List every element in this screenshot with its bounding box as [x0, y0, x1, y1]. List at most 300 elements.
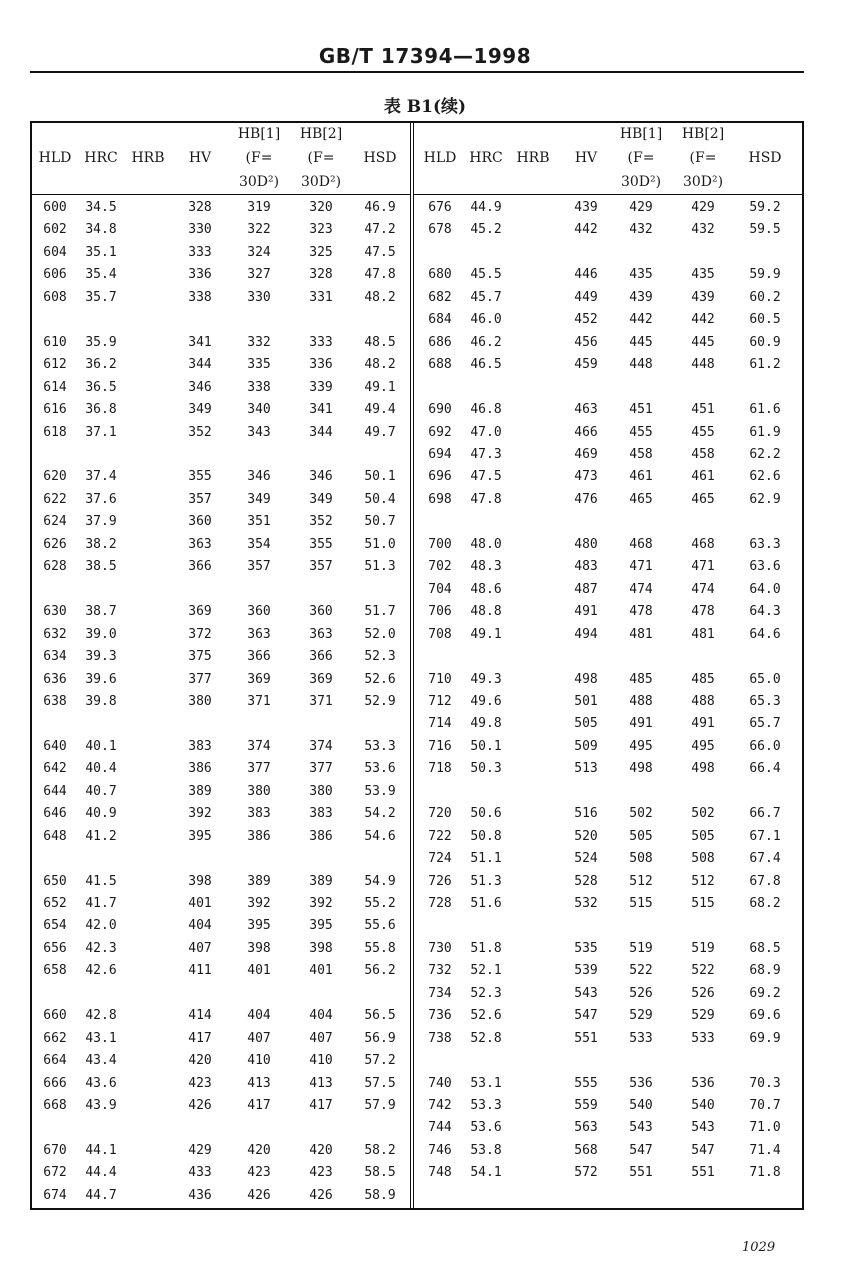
cell-hv-right: 469 — [574, 446, 598, 462]
cell-hv-left: 333 — [188, 244, 212, 260]
cell-hv-left: 404 — [188, 918, 212, 934]
cell-hrc-left: 41.7 — [85, 895, 117, 911]
cell-hsd-right: 60.5 — [749, 312, 781, 328]
cell-hb2-left: 426 — [309, 1187, 333, 1203]
cell-hsd-right: 64.3 — [749, 604, 781, 620]
cell-hb2-right: 458 — [691, 446, 715, 462]
cell-hv-left: 330 — [188, 222, 212, 238]
cell-hld-right: 728 — [428, 895, 452, 911]
cell-hb2-right: 529 — [691, 1008, 715, 1024]
col-header-hb1-right: HB[1] — [619, 126, 663, 142]
cell-hld-left: 664 — [43, 1053, 67, 1069]
cell-hsd-left: 57.5 — [364, 1075, 396, 1091]
cell-hld-right: 692 — [428, 424, 452, 440]
cell-hv-right: 563 — [574, 1120, 598, 1136]
cell-hv-left: 328 — [188, 200, 212, 215]
cell-hv-left: 346 — [188, 379, 212, 395]
cell-hld-left: 618 — [43, 424, 67, 440]
cell-hrc-left: 44.4 — [85, 1165, 117, 1181]
cell-hb1-left: 354 — [247, 536, 271, 552]
cell-hrc-left: 37.4 — [85, 469, 117, 485]
cell-hrc-right: 45.5 — [470, 267, 502, 283]
col-header-hsd-left: HSD — [363, 150, 397, 166]
cell-hrc-left: 44.7 — [85, 1187, 117, 1203]
cell-hsd-right: 64.0 — [749, 581, 781, 597]
cell-hld-right: 694 — [428, 446, 452, 462]
cell-hb2-left: 363 — [309, 626, 333, 642]
cell-hb2-right: 474 — [691, 581, 715, 597]
cell-hsd-left: 48.2 — [364, 357, 396, 373]
cell-hsd-left: 46.9 — [364, 200, 396, 215]
cell-hrc-right: 49.6 — [470, 693, 502, 709]
cell-hld-right: 716 — [428, 738, 452, 754]
cell-hv-left: 417 — [188, 1030, 212, 1046]
cell-hld-left: 624 — [43, 514, 67, 530]
cell-hrc-left: 43.1 — [85, 1030, 117, 1046]
cell-hb2-left: 423 — [309, 1165, 333, 1181]
cell-hb1-right: 495 — [629, 738, 653, 754]
cell-hrc-right: 49.1 — [470, 626, 502, 642]
col-header-hrc-right: HRC — [469, 150, 503, 166]
cell-hld-right: 684 — [428, 312, 452, 328]
cell-hb2-left: 389 — [309, 873, 333, 889]
cell-hb2-left: 349 — [309, 491, 333, 507]
cell-hrc-right: 51.3 — [470, 873, 502, 889]
cell-hb2-right: 526 — [691, 985, 715, 1001]
cell-hrc-right: 46.2 — [470, 334, 502, 350]
cell-hv-right: 509 — [574, 738, 598, 754]
cell-hsd-left: 56.2 — [364, 963, 396, 979]
cell-hb1-left: 423 — [247, 1165, 271, 1181]
cell-hsd-left: 55.2 — [364, 895, 396, 911]
cell-hrc-left: 39.0 — [85, 626, 117, 642]
cell-hb2-right: 547 — [691, 1142, 715, 1158]
cell-hsd-left: 54.2 — [364, 806, 396, 822]
cell-hb2-right: 522 — [691, 963, 715, 979]
cell-hld-left: 652 — [43, 895, 67, 911]
cell-hb2-left: 366 — [309, 649, 333, 664]
cell-hld-right: 678 — [428, 222, 452, 238]
cell-hrc-left: 39.8 — [85, 693, 117, 709]
cell-hb1-left: 322 — [247, 222, 271, 238]
cell-hb1-left: 340 — [247, 402, 271, 417]
cell-hv-right: 501 — [574, 693, 598, 709]
cell-hb2-left: 360 — [309, 604, 333, 620]
cell-hb1-left: 383 — [247, 806, 271, 822]
cell-hb1-right: 505 — [629, 828, 653, 844]
cell-hsd-right: 70.3 — [749, 1075, 781, 1091]
cell-hsd-left: 56.9 — [364, 1030, 396, 1046]
cell-hb2-right: 455 — [691, 424, 715, 440]
cell-hb2-right: 448 — [691, 357, 715, 373]
cell-hv-left: 398 — [188, 873, 212, 889]
cell-hb1-right: 551 — [629, 1165, 653, 1181]
cell-hv-left: 383 — [188, 738, 212, 754]
cell-hb2-left: 392 — [309, 895, 333, 911]
cell-hld-left: 612 — [43, 357, 67, 373]
cell-hb1-right: 478 — [629, 604, 653, 620]
cell-hb1-left: 327 — [247, 267, 271, 283]
cell-hv-right: 555 — [574, 1075, 598, 1091]
header-rule-right — [413, 194, 803, 195]
cell-hb1-left: 374 — [247, 738, 271, 754]
cell-hsd-right: 65.0 — [749, 671, 781, 687]
col-header-hld-left: HLD — [38, 150, 72, 166]
cell-hv-right: 463 — [574, 402, 598, 417]
cell-hb1-right: 526 — [629, 985, 653, 1001]
cell-hv-right: 439 — [574, 200, 598, 215]
cell-hrc-right: 45.7 — [470, 289, 502, 305]
col-header-hrc-left: HRC — [84, 150, 118, 166]
cell-hrc-left: 38.7 — [85, 604, 117, 620]
cell-hrc-left: 43.9 — [85, 1098, 117, 1113]
cell-hld-left: 620 — [43, 469, 67, 485]
cell-hb1-right: 522 — [629, 963, 653, 979]
cell-hb2-left: 420 — [309, 1142, 333, 1158]
cell-hb2-right: 432 — [691, 222, 715, 238]
cell-hv-right: 480 — [574, 536, 598, 552]
cell-hb1-left: 426 — [247, 1187, 271, 1203]
cell-hv-left: 360 — [188, 514, 212, 530]
cell-hld-left: 654 — [43, 918, 67, 934]
cell-hsd-right: 62.9 — [749, 491, 781, 507]
cell-hrc-right: 53.1 — [470, 1075, 502, 1091]
cell-hb2-right: 488 — [691, 693, 715, 709]
cell-hld-left: 672 — [43, 1165, 67, 1181]
cell-hsd-right: 69.6 — [749, 1008, 781, 1024]
cell-hld-right: 710 — [428, 671, 452, 687]
cell-hb1-left: 395 — [247, 918, 271, 934]
cell-hsd-right: 59.9 — [749, 267, 781, 283]
cell-hb2-right: 540 — [691, 1098, 715, 1113]
cell-hld-right: 702 — [428, 559, 452, 575]
cell-hsd-left: 52.0 — [364, 626, 396, 642]
cell-hv-right: 452 — [574, 312, 598, 328]
cell-hb2-left: 355 — [309, 536, 333, 552]
cell-hv-right: 483 — [574, 559, 598, 575]
cell-hv-left: 401 — [188, 895, 212, 911]
cell-hb1-right: 540 — [629, 1098, 653, 1113]
cell-hrc-right: 45.2 — [470, 222, 502, 238]
cell-hsd-left: 47.8 — [364, 267, 396, 283]
col-header-hb2-left: (F= — [307, 150, 335, 166]
cell-hsd-right: 69.2 — [749, 985, 781, 1001]
cell-hb1-right: 455 — [629, 424, 653, 440]
cell-hrc-right: 54.1 — [470, 1165, 502, 1181]
cell-hrc-left: 42.6 — [85, 963, 117, 979]
cell-hld-right: 682 — [428, 289, 452, 305]
cell-hb1-left: 389 — [247, 873, 271, 889]
cell-hb1-left: 420 — [247, 1142, 271, 1158]
cell-hb2-left: 374 — [309, 738, 333, 754]
cell-hld-left: 606 — [43, 267, 67, 283]
cell-hb2-left: 346 — [309, 469, 333, 485]
cell-hsd-left: 57.2 — [364, 1053, 396, 1069]
col-header-hb1-left: HB[1] — [237, 126, 281, 142]
cell-hrc-right: 49.8 — [470, 716, 502, 732]
cell-hrc-left: 35.9 — [85, 334, 117, 350]
cell-hld-left: 646 — [43, 806, 67, 822]
col-header-hrb-right: HRB — [516, 150, 550, 166]
cell-hsd-left: 53.9 — [364, 783, 396, 799]
cell-hv-right: 487 — [574, 581, 598, 597]
cell-hb1-right: 429 — [629, 200, 653, 215]
cell-hv-left: 336 — [188, 267, 212, 283]
standard-header: GB/T 17394—1998 — [318, 44, 532, 68]
col-header-hsd-right: HSD — [748, 150, 782, 166]
cell-hv-right: 446 — [574, 267, 598, 283]
conversion-table — [30, 121, 804, 1210]
cell-hld-left: 630 — [43, 604, 67, 620]
cell-hld-right: 734 — [428, 985, 452, 1001]
cell-hrc-right: 51.6 — [470, 895, 502, 911]
cell-hv-right: 524 — [574, 851, 598, 866]
cell-hv-left: 395 — [188, 828, 212, 844]
cell-hrc-left: 42.0 — [85, 918, 117, 934]
cell-hb2-left: 410 — [309, 1053, 333, 1069]
cell-hb2-right: 429 — [691, 200, 715, 215]
cell-hrc-right: 53.6 — [470, 1120, 502, 1136]
col-header-hb2-left: HB[2] — [299, 126, 343, 142]
cell-hb1-right: 465 — [629, 491, 653, 507]
cell-hld-right: 698 — [428, 491, 452, 507]
cell-hsd-left: 50.1 — [364, 469, 396, 485]
cell-hld-left: 628 — [43, 559, 67, 575]
cell-hb2-right: 471 — [691, 559, 715, 575]
cell-hsd-right: 66.7 — [749, 806, 781, 822]
cell-hb1-left: 346 — [247, 469, 271, 485]
cell-hv-left: 392 — [188, 806, 212, 822]
cell-hld-left: 650 — [43, 873, 67, 889]
cell-hsd-left: 50.7 — [364, 514, 396, 530]
cell-hb2-right: 468 — [691, 536, 715, 552]
cell-hrc-left: 34.5 — [85, 200, 117, 215]
cell-hv-right: 539 — [574, 963, 598, 979]
cell-hv-left: 436 — [188, 1187, 212, 1203]
cell-hv-left: 433 — [188, 1165, 212, 1181]
cell-hrc-right: 48.0 — [470, 536, 502, 552]
cell-hrc-right: 47.8 — [470, 491, 502, 507]
cell-hv-right: 532 — [574, 895, 598, 911]
cell-hb1-left: 407 — [247, 1030, 271, 1046]
cell-hrc-right: 51.1 — [470, 851, 502, 866]
cell-hb2-right: 551 — [691, 1165, 715, 1181]
cell-hb1-left: 404 — [247, 1008, 271, 1024]
page-number: 1029 — [742, 1240, 776, 1255]
cell-hld-left: 648 — [43, 828, 67, 844]
cell-hb2-left: 336 — [309, 357, 333, 373]
cell-hb1-right: 435 — [629, 267, 653, 283]
cell-hrc-left: 39.3 — [85, 649, 117, 664]
cell-hrc-right: 46.0 — [470, 312, 502, 328]
cell-hsd-right: 61.9 — [749, 424, 781, 440]
cell-hrc-right: 44.9 — [470, 200, 502, 215]
cell-hrc-right: 51.8 — [470, 940, 502, 956]
cell-hsd-left: 58.9 — [364, 1187, 396, 1203]
cell-hld-right: 730 — [428, 940, 452, 956]
cell-hv-right: 516 — [574, 806, 598, 822]
cell-hb1-left: 330 — [247, 289, 271, 305]
cell-hld-right: 676 — [428, 200, 452, 215]
cell-hb2-left: 417 — [309, 1098, 333, 1113]
cell-hrc-right: 48.6 — [470, 581, 502, 597]
cell-hb2-left: 341 — [309, 402, 333, 417]
cell-hld-left: 610 — [43, 334, 67, 350]
cell-hld-left: 644 — [43, 783, 67, 799]
cell-hb1-right: 547 — [629, 1142, 653, 1158]
cell-hsd-left: 51.0 — [364, 536, 396, 552]
cell-hld-left: 668 — [43, 1098, 67, 1113]
cell-hrc-right: 50.3 — [470, 761, 502, 777]
col-header-hb1-left: (F= — [245, 150, 273, 166]
cell-hb1-right: 485 — [629, 671, 653, 687]
cell-hv-left: 411 — [188, 963, 212, 979]
cell-hb2-right: 508 — [691, 851, 715, 866]
col-header-hb1-right: 30D²) — [620, 174, 662, 190]
cell-hv-left: 380 — [188, 693, 212, 709]
cell-hrc-right: 47.0 — [470, 424, 502, 440]
cell-hb2-left: 320 — [309, 200, 333, 215]
col-header-hb2-right: (F= — [689, 150, 717, 166]
cell-hv-left: 429 — [188, 1142, 212, 1158]
cell-hb1-right: 533 — [629, 1030, 653, 1046]
cell-hrc-right: 46.8 — [470, 402, 502, 417]
cell-hld-right: 722 — [428, 828, 452, 844]
cell-hv-right: 449 — [574, 289, 598, 305]
cell-hb1-left: 343 — [247, 424, 271, 440]
cell-hv-right: 442 — [574, 222, 598, 238]
cell-hld-right: 712 — [428, 693, 452, 709]
cell-hb1-right: 508 — [629, 851, 653, 866]
cell-hsd-left: 54.6 — [364, 828, 396, 844]
cell-hb2-left: 386 — [309, 828, 333, 844]
cell-hsd-right: 63.3 — [749, 536, 781, 552]
cell-hv-left: 375 — [188, 649, 212, 664]
cell-hb1-right: 488 — [629, 693, 653, 709]
cell-hld-left: 632 — [43, 626, 67, 642]
cell-hsd-left: 48.5 — [364, 334, 396, 350]
cell-hrc-left: 44.1 — [85, 1142, 117, 1158]
cell-hrc-left: 38.2 — [85, 536, 117, 552]
cell-hb2-right: 442 — [691, 312, 715, 328]
cell-hb1-left: 319 — [247, 200, 271, 215]
cell-hsd-left: 49.1 — [364, 379, 396, 395]
cell-hld-right: 680 — [428, 267, 452, 283]
cell-hld-left: 608 — [43, 289, 67, 305]
cell-hld-right: 748 — [428, 1165, 452, 1181]
cell-hb2-right: 498 — [691, 761, 715, 777]
cell-hv-left: 414 — [188, 1008, 212, 1024]
cell-hv-right: 513 — [574, 761, 598, 777]
cell-hv-left: 369 — [188, 604, 212, 620]
cell-hsd-right: 67.1 — [749, 828, 781, 844]
cell-hrc-right: 52.1 — [470, 963, 502, 979]
cell-hb2-right: 515 — [691, 895, 715, 911]
cell-hb1-left: 351 — [247, 514, 271, 530]
cell-hsd-left: 52.3 — [364, 649, 396, 664]
cell-hv-right: 551 — [574, 1030, 598, 1046]
cell-hsd-right: 68.2 — [749, 895, 781, 911]
cell-hsd-right: 63.6 — [749, 559, 781, 575]
cell-hb2-right: 543 — [691, 1120, 715, 1136]
cell-hsd-left: 49.4 — [364, 402, 396, 417]
cell-hld-right: 726 — [428, 873, 452, 889]
cell-hb1-right: 445 — [629, 334, 653, 350]
cell-hb1-left: 386 — [247, 828, 271, 844]
cell-hv-right: 528 — [574, 873, 598, 889]
cell-hb1-left: 371 — [247, 693, 271, 709]
cell-hrc-right: 53.8 — [470, 1142, 502, 1158]
cell-hsd-right: 61.6 — [749, 402, 781, 417]
cell-hb2-right: 536 — [691, 1075, 715, 1091]
cell-hsd-left: 58.2 — [364, 1142, 396, 1158]
cell-hb2-right: 512 — [691, 873, 715, 889]
cell-hrc-right: 52.6 — [470, 1008, 502, 1024]
cell-hv-right: 572 — [574, 1165, 598, 1181]
cell-hv-left: 423 — [188, 1075, 212, 1091]
cell-hb1-right: 519 — [629, 940, 653, 956]
cell-hld-left: 602 — [43, 222, 67, 238]
cell-hb2-right: 519 — [691, 940, 715, 956]
cell-hrc-right: 47.3 — [470, 446, 502, 462]
cell-hsd-right: 69.9 — [749, 1030, 781, 1046]
cell-hld-left: 674 — [43, 1187, 67, 1203]
cell-hld-left: 600 — [43, 200, 67, 215]
cell-hb2-left: 344 — [309, 424, 333, 440]
cell-hsd-left: 47.2 — [364, 222, 396, 238]
cell-hb1-left: 357 — [247, 559, 271, 575]
cell-hld-right: 686 — [428, 334, 452, 350]
cell-hv-right: 568 — [574, 1142, 598, 1158]
cell-hld-left: 616 — [43, 402, 67, 417]
cell-hb2-right: 451 — [691, 402, 715, 417]
cell-hb2-left: 398 — [309, 940, 333, 956]
cell-hsd-left: 47.5 — [364, 244, 396, 260]
cell-hb1-left: 363 — [247, 626, 271, 642]
cell-hv-left: 349 — [188, 402, 212, 417]
header-rule — [30, 71, 804, 73]
cell-hv-right: 520 — [574, 828, 598, 844]
cell-hv-left: 341 — [188, 334, 212, 350]
cell-hsd-right: 66.0 — [749, 738, 781, 754]
cell-hb1-left: 377 — [247, 761, 271, 777]
cell-hb1-right: 442 — [629, 312, 653, 328]
cell-hrc-left: 37.6 — [85, 491, 117, 507]
cell-hrc-right: 52.3 — [470, 985, 502, 1001]
cell-hb1-right: 458 — [629, 446, 653, 462]
cell-hb1-left: 335 — [247, 357, 271, 373]
cell-hsd-right: 68.9 — [749, 963, 781, 979]
cell-hrc-right: 53.3 — [470, 1098, 502, 1113]
cell-hsd-right: 60.9 — [749, 334, 781, 350]
cell-hb2-left: 401 — [309, 963, 333, 979]
cell-hsd-right: 70.7 — [749, 1098, 781, 1113]
cell-hrc-left: 35.7 — [85, 289, 117, 305]
cell-hrc-left: 36.8 — [85, 402, 117, 417]
cell-hsd-left: 50.4 — [364, 491, 396, 507]
cell-hv-right: 543 — [574, 985, 598, 1001]
cell-hld-left: 666 — [43, 1075, 67, 1091]
cell-hb2-left: 369 — [309, 671, 333, 687]
cell-hrc-left: 40.1 — [85, 738, 117, 754]
cell-hb1-left: 410 — [247, 1053, 271, 1069]
cell-hsd-left: 54.9 — [364, 873, 396, 889]
cell-hb2-right: 495 — [691, 738, 715, 754]
cell-hv-right: 476 — [574, 491, 598, 507]
cell-hrc-left: 40.7 — [85, 783, 117, 799]
cell-hv-right: 494 — [574, 626, 598, 642]
cell-hld-left: 660 — [43, 1008, 67, 1024]
